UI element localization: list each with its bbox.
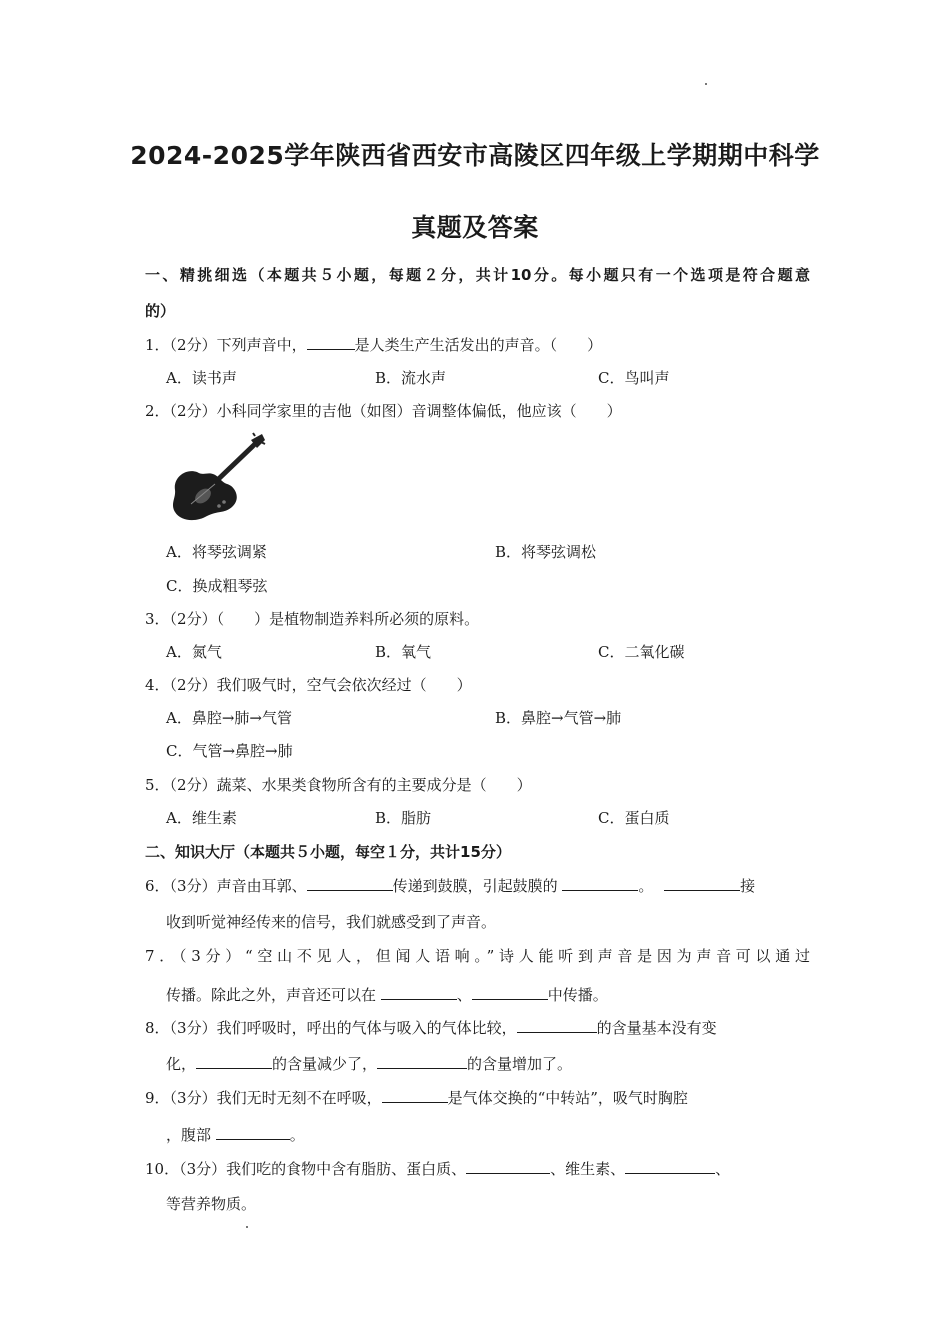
q1-text-a: 1．（2分）下列声音中， (145, 336, 307, 354)
question-6 (145, 875, 810, 896)
q5-option-a: A．维生素 (166, 809, 237, 827)
q10-text-b: 、维生素、 (550, 1160, 626, 1178)
question-9-cont (166, 1124, 810, 1145)
q1-option-a: A．读书声 (166, 369, 237, 387)
q1-blank (307, 334, 355, 350)
question-4: 4．（2分）我们吸气时，空气会依次经过（ ） (145, 676, 472, 694)
q9-text-c: ，腹部 (166, 1126, 216, 1144)
q8-blank-1 (517, 1017, 597, 1033)
q6-text-a: 6．（3分）声音由耳郭、 (145, 877, 307, 895)
question-8 (145, 1017, 810, 1038)
section1-heading: 一、精挑细选（本题共５小题，每题２分，共计10分。每小题只有一个选项是符合题意 (145, 266, 810, 284)
q9-text-d: 。 (289, 1126, 305, 1144)
q8-text-d: 的含量减少了， (272, 1055, 378, 1073)
question-5: 5．（2分）蔬菜、水果类食物所含有的主要成分是（ ） (145, 776, 532, 794)
q8-text-b: 的含量基本没有变 (596, 1019, 717, 1037)
section2-heading: 二、知识大厅（本题共５小题，每空１分，共计15分） (145, 843, 511, 861)
q7-text-c: 中传播。 (547, 986, 608, 1004)
q4-option-a: A．鼻腔→肺→气管 (166, 709, 292, 727)
q8-blank-3 (377, 1053, 467, 1069)
q2-option-c: C．换成粗琴弦 (166, 577, 268, 595)
q10-text-c: 、 (715, 1160, 731, 1178)
q2-option-b: B．将琴弦调松 (495, 543, 597, 561)
q10-blank-2 (625, 1158, 715, 1174)
q1-option-c: C．鸟叫声 (598, 369, 670, 387)
q8-text-c: 化， (166, 1055, 197, 1073)
q9-blank-2 (216, 1124, 290, 1140)
q10-blank-1 (466, 1158, 550, 1174)
q1-text-b: 是人类生产生活发出的声音。（ ） (354, 336, 603, 354)
q8-blank-2 (196, 1053, 272, 1069)
q7-text-a: 传播。除此之外，声音还可以在 (166, 986, 381, 1004)
document-title-line1: 2024-2025学年陕西省西安市高陵区四年级上学期期中科学 (130, 141, 820, 170)
q6-text-d: 接 (740, 877, 756, 895)
q1-option-b: B．流水声 (375, 369, 447, 387)
q3-option-c: C．二氧化碳 (598, 643, 685, 661)
question-9 (145, 1087, 810, 1108)
q5-option-b: B．脂肪 (375, 809, 432, 827)
q7-blank-2 (472, 984, 548, 1000)
question-10-cont: 等营养物质。 (166, 1195, 257, 1213)
q3-option-a: A．氮气 (166, 643, 222, 661)
q9-blank-1 (382, 1087, 448, 1103)
question-7-cont (166, 984, 810, 1005)
q4-option-c: C．气管→鼻腔→肺 (166, 742, 293, 760)
section1-heading-cont: 的） (145, 302, 176, 320)
q3-option-b: B．氧气 (375, 643, 432, 661)
q6-blank-1 (307, 875, 393, 891)
q6-text-b: 传递到鼓膜，引起鼓膜的 (392, 877, 563, 895)
q8-text-a: 8．（3分）我们呼吸时，呼出的气体与吸入的气体比较， (145, 1019, 517, 1037)
q6-text-c: 。 (638, 877, 659, 895)
question-1 (145, 334, 810, 355)
q2-option-a: A．将琴弦调紧 (166, 543, 267, 561)
q5-option-c: C．蛋白质 (598, 809, 670, 827)
q7-text-b: 、 (456, 986, 472, 1004)
q6-blank-2 (562, 875, 638, 891)
scan-speck (705, 83, 707, 85)
guitar-image (167, 432, 267, 527)
question-2: 2．（2分）小科同学家里的吉他（如图）音调整体偏低，他应该（ ） (145, 402, 622, 420)
q4-option-b: B．鼻腔→气管→肺 (495, 709, 622, 727)
q10-text-a: 10．（3分）我们吃的食物中含有脂肪、蛋白质、 (145, 1160, 467, 1178)
question-8-cont (166, 1053, 810, 1074)
question-7: 7．（3分）“空山不见人，但闻人语响。”诗人能听到声音是因为声音可以通过 (145, 947, 810, 965)
document-title-line2: 真题及答案 (411, 213, 539, 242)
question-6-cont: 收到听觉神经传来的信号，我们就感受到了声音。 (166, 913, 497, 931)
q8-text-e: 的含量增加了。 (467, 1055, 573, 1073)
question-3: 3．（2分）（ ）是植物制造养料所必须的原料。 (145, 610, 480, 628)
q9-text-b: 是气体交换的“中转站”，吸气时胸腔 (447, 1089, 688, 1107)
question-10 (145, 1158, 810, 1179)
q9-text-a: 9．（3分）我们无时无刻不在呼吸， (145, 1089, 382, 1107)
q7-blank-1 (381, 984, 457, 1000)
q6-blank-3 (664, 875, 740, 891)
scan-speck (246, 1226, 248, 1228)
